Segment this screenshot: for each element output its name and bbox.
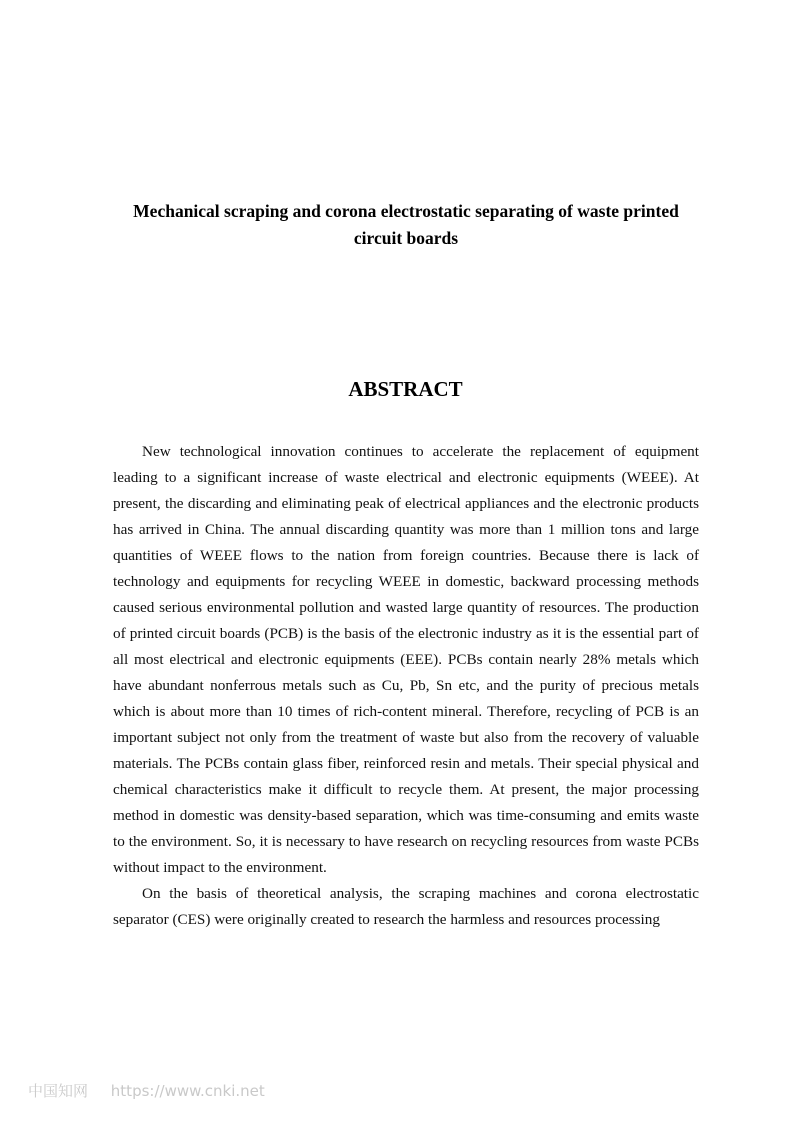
paper-title-line-2: circuit boards <box>353 228 459 248</box>
abstract-heading: ABSTRACT <box>348 377 463 401</box>
paper-title <box>100 198 712 252</box>
abstract-paragraph-1: New technological innovation continues to accelerate the replacement of equipment leading to a significant increase of waste electrical and electronic equipments (WEEE). At present, the discarding and eliminating peak of electrical appliances and the electronic products has arrived in China. The annual discarding quantity was more than 1 million tons and large quantities of WEEE flows to the nation from foreign countries. Because there is lack of technology and equipments for recycling WEEE in domestic, backward processing methods caused serious environmental pollution and wasted large quantity of resources. The production of printed circuit boards (PCB) is the basis of the electronic industry as it is the essential part of all most electrical and electronic equipments (EEE). PCBs contain nearly 28% metals which have abundant nonferrous metals such as Cu, Pb, Sn etc, and the purity of precious metals which is about more than 10 times of rich-content mineral. Therefore, recycling of PCB is an important subject not only from the treatment of waste but also from the recovery of valuable materials. The PCBs contain glass fiber, reinforced resin and metals. Their special physical and chemical characteristics make it difficult to recycle them. At present, the major processing method in domestic was density-based separation, which was time-consuming and emits waste to the environment. So, it is necessary to have research on recycling resources from waste PCBs without impact to the environment. <box>113 443 699 876</box>
abstract-body <box>113 439 699 933</box>
cnki-watermark <box>28 1080 265 1101</box>
watermark-brand: 中国知网 <box>28 1082 89 1100</box>
watermark-url: https://www.cnki.net <box>110 1082 265 1100</box>
abstract-paragraph-2: On the basis of theoretical analysis, the scraping machines and corona electrostatic separator (CES) were originally created to research the harmless and resources processing <box>113 885 699 928</box>
paper-title-line-1: Mechanical scraping and corona electrostatic separating of waste printed <box>133 201 679 221</box>
